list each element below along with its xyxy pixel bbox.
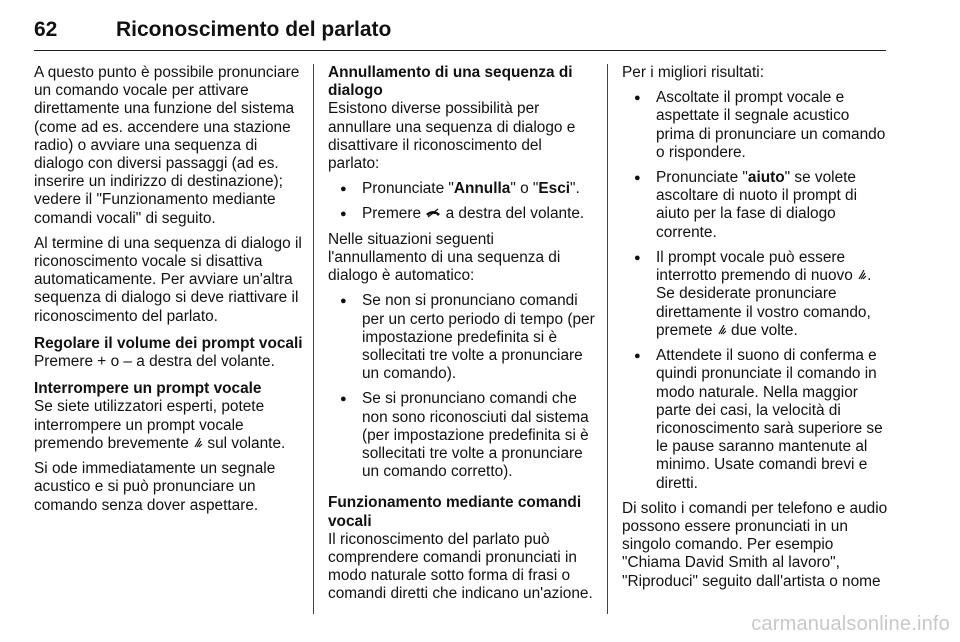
plus-icon: +	[97, 353, 107, 371]
voice-command-icon	[193, 435, 203, 453]
interrupt-heading: Interrompere un prompt vocale	[34, 380, 262, 398]
page-title: Riconoscimento del parlato	[116, 18, 392, 41]
auto-cancel-list	[328, 292, 596, 481]
cancel-heading: Annullamento di una sequenza di dialogo	[328, 64, 573, 100]
list-item: ● Attendete il suono di conferma e quindi pronunciate il comando in modo naturale. Nella maggior parte dei casi, la velocità di riconoscimento sarà superiore se le pause saranno mantenute al minimo. Usate comandi brevi e diretti.	[622, 347, 890, 493]
end-call-icon	[425, 205, 441, 223]
column-3	[622, 64, 890, 598]
operation-heading: Funzionamento mediante comandi vocali	[328, 494, 582, 530]
watermark: carmanualsonline.info	[751, 613, 950, 635]
end-sequence-paragraph: Al termine di una sequenza di dialogo il riconoscimento vocale si disattiva automaticamente. Per avviare un'altra sequenza di dialogo si deve riattivare il riconoscimento del parlato.	[34, 234, 302, 325]
tips-list	[622, 89, 890, 493]
column-divider-1	[313, 64, 314, 614]
list-item: ● Pronunciate "Annulla" o "Esci".	[328, 180, 596, 198]
list-item: ● Pronunciate "aiuto" se volete ascoltare di nuoto il prompt di aiuto per la fase di dialogo corrente.	[622, 169, 890, 242]
column-2	[328, 64, 596, 611]
list-item: ● Se si pronunciano comandi che non sono riconosciuti dal sistema (per impostazione predefinita si è sollecitati tre volte a pronunciare un comando corretto).	[328, 390, 596, 481]
page-number: 62	[34, 18, 58, 41]
volume-paragraph: Premere + o – a destra del volante.	[34, 353, 275, 371]
list-item: ● Premere a destra del volante.	[328, 205, 596, 223]
column-1	[34, 64, 304, 522]
cancel-list	[328, 180, 596, 224]
tips-intro: Per i migliori risultati:	[622, 64, 764, 81]
after-interrupt-paragraph: Si ode immediatamente un segnale acustico e si può pronunciare un comando senza dover aspettare.	[34, 460, 276, 514]
cancel-paragraph: Esistono diverse possibilità per annullare una sequenza di dialogo e disattivare il riconoscimento del parlato:	[328, 100, 576, 173]
page-header	[34, 14, 886, 51]
intro-paragraph: A questo punto è possibile pronunciare un comando vocale per attivare direttamente una funzione del sistema (come ad es. accendere una stazione radio) o avviare una sequenza di dialogo con diversi passaggi (ad es. inserire un indirizzo di destinazione); vedere il "Funzionamento mediante comandi vocali" di seguito.	[34, 64, 300, 227]
volume-heading: Regolare il volume dei prompt vocali	[34, 334, 303, 352]
closing-paragraph: Di solito i comandi per telefono e audio possono essere pronunciati in un singolo comando. Per esempio "Chiama David Smith al lavoro", "Riproduci" seguito dall'artista o nome	[622, 499, 888, 590]
operation-paragraph: Il riconoscimento del parlato può comprendere comandi pronunciati in modo naturale sotto forma di frasi o comandi diretti che indicano un'azione.	[328, 530, 593, 603]
voice-command-icon	[717, 322, 727, 340]
list-item: ● Ascoltate il prompt vocale e aspettate il segnale acustico prima di pronunciare un comando o rispondere.	[622, 89, 890, 162]
auto-cancel-paragraph: Nelle situazioni seguenti l'annullamento di una sequenza di dialogo è automatico:	[328, 230, 561, 285]
interrupt-paragraph: Se siete utilizzatori esperti, potete interrompere un prompt vocale premendo brevemente sul volante.	[34, 398, 286, 453]
column-divider-2	[607, 64, 608, 614]
list-item: ● Se non si pronunciano comandi per un certo periodo di tempo (per impostazione predefinita si è sollecitati tre volte a pronunciare un comando).	[328, 292, 596, 383]
list-item: ● Il prompt vocale può essere interrotto premendo di nuovo . Se desiderate pronunciare direttamente il vostro comando, premete due volte.	[622, 249, 890, 340]
voice-command-icon	[857, 267, 867, 285]
minus-icon: –	[123, 353, 132, 371]
